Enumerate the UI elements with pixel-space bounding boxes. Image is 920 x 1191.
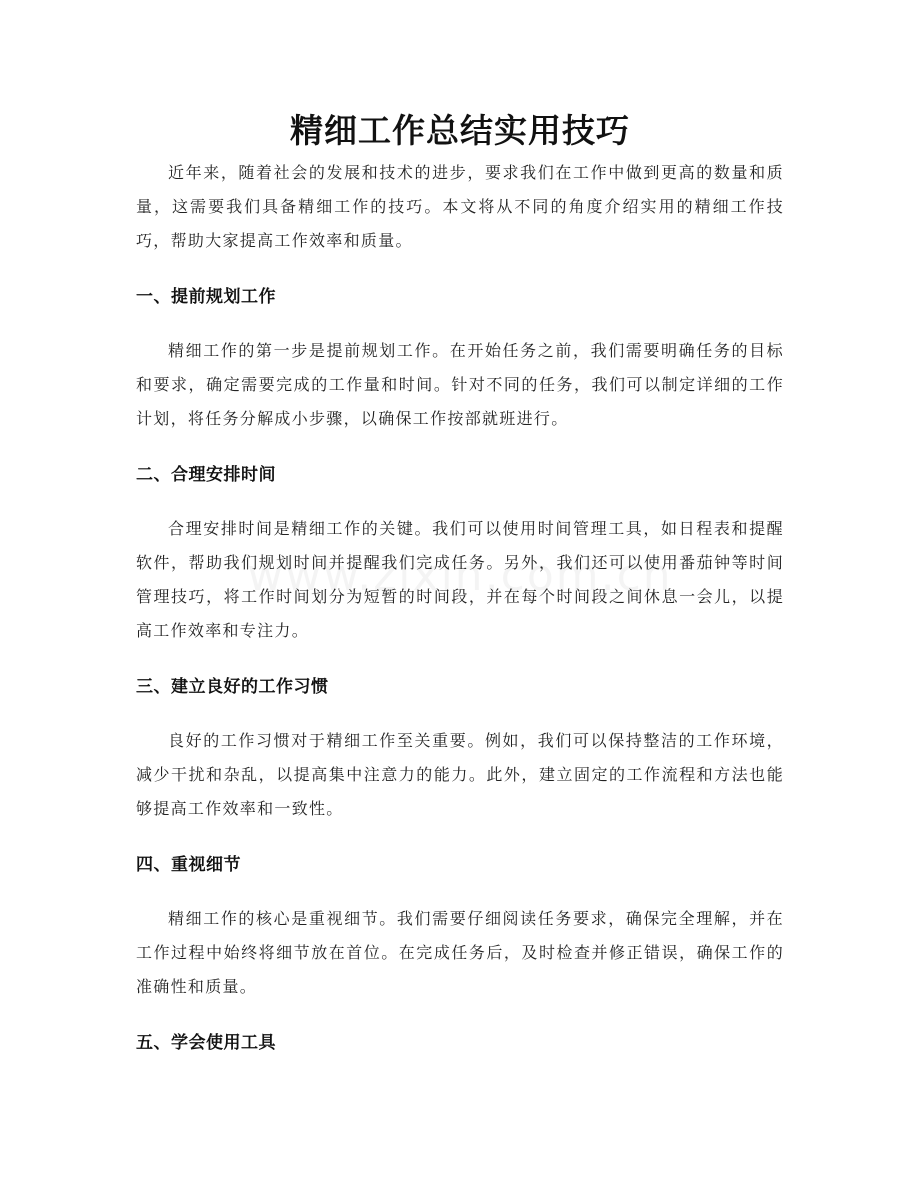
section-paragraph: 合理安排时间是精细工作的关键。我们可以使用时间管理工具，如日程表和提醒软件，帮助我们规划时间并提醒我们完成任务。另外，我们还可以使用番茄钟等时间管理技巧，将工作时间划分为短暂的时间段，并在每个时间段之间休息一会儿，以提高工作效率和专注力。 [136, 519, 784, 640]
intro-paragraph: 近年来，随着社会的发展和技术的进步，要求我们在工作中做到更高的数量和质量，这需要我们具备精细工作的技巧。本文将从不同的角度介绍实用的精细工作技巧，帮助大家提高工作效率和质量。 [136, 163, 784, 250]
section-time-management [136, 458, 784, 648]
section-work-habits [136, 670, 784, 826]
section-heading: 四、重视细节 [136, 855, 241, 875]
section-heading: 二、合理安排时间 [136, 465, 276, 485]
section-paragraph: 良好的工作习惯对于精细工作至关重要。例如，我们可以保持整洁的工作环境，减少干扰和杂乱，以提高集中注意力的能力。此外，建立固定的工作流程和方法也能够提高工作效率和一致性。 [136, 731, 784, 818]
document-title: 精细工作总结实用技巧 [290, 111, 630, 150]
section-heading: 五、学会使用工具 [136, 1033, 276, 1053]
section-paragraph: 精细工作的第一步是提前规划工作。在开始任务之前，我们需要明确任务的目标和要求，确定需要完成的工作量和时间。针对不同的任务，我们可以制定详细的工作计划，将任务分解成小步骤，以确保工作按部就班进行。 [136, 341, 784, 428]
section-heading: 一、提前规划工作 [136, 287, 276, 307]
section-details [136, 848, 784, 1004]
section-tools [136, 1026, 784, 1060]
section-planning [136, 280, 784, 436]
section-paragraph: 精细工作的核心是重视细节。我们需要仔细阅读任务要求，确保完全理解，并在工作过程中始终将细节放在首位。在完成任务后，及时检查并修正错误，确保工作的准确性和质量。 [136, 909, 784, 996]
section-heading: 三、建立良好的工作习惯 [136, 677, 329, 697]
